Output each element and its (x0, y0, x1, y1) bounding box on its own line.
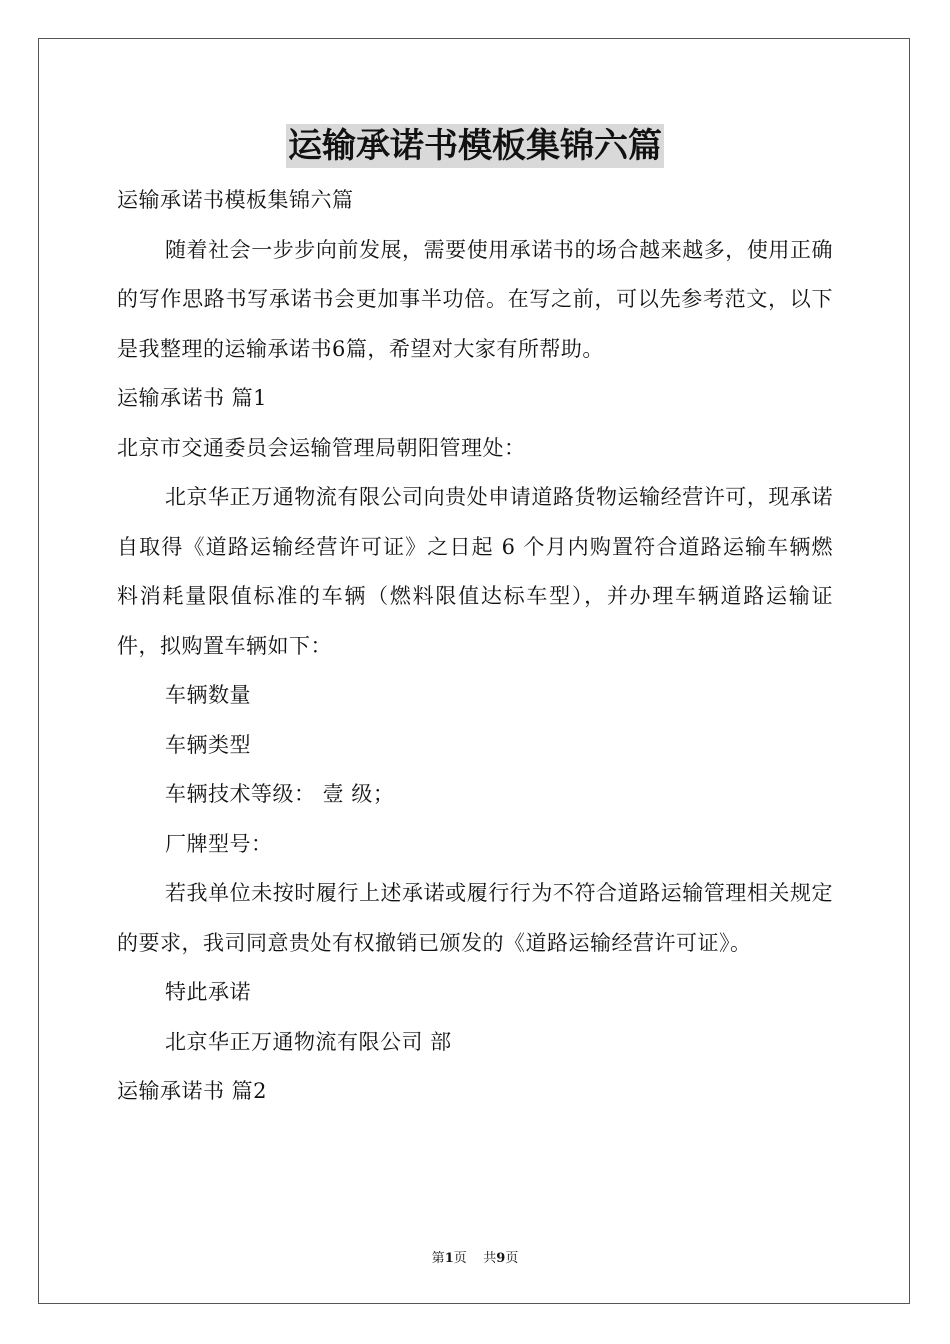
section1-body: 北京华正万通物流有限公司向贵处申请道路货物运输经营许可，现承诺自取得《道路运输经营许可证》之日起 6 个月内购置符合道路运输车辆燃料消耗量限值标准的车辆（燃料限值达标车型），并办理车辆道路运输证件，拟购置车辆如下： (117, 485, 833, 658)
vehicle-quantity-item: 车辆数量 (165, 683, 251, 707)
commitment-paragraph: 若我单位未按时履行上述承诺或履行行为不符合道路运输管理相关规定的要求，我司同意贵处有权撤销已颁发的《道路运输经营许可证》。 (117, 881, 833, 955)
page-footer (0, 1247, 950, 1266)
section-heading-2: 运输承诺书 篇2 (117, 1079, 268, 1103)
section-heading-1: 运输承诺书 篇1 (117, 386, 268, 410)
addressee: 北京市交通委员会运输管理局朝阳管理处： (117, 435, 526, 460)
closing-line: 特此承诺 (165, 980, 251, 1004)
brand-model-item: 厂牌型号： (165, 831, 273, 856)
vehicle-grade-item: 车辆技术等级： 壹 级； (165, 782, 395, 806)
page-number: 1 (444, 1251, 454, 1266)
document-title: 运输承诺书模板集锦六篇 (288, 126, 662, 166)
document-body (117, 176, 833, 1117)
total-pages: 9 (496, 1251, 506, 1266)
footer-prefix: 第 (431, 1251, 445, 1266)
intro-paragraph: 随着社会一步步向前发展，需要使用承诺书的场合越来越多，使用正确的写作思路书写承诺书会更加事半功倍。在写之前，可以先参考范文，以下是我整理的运输承诺书6篇，希望对大家有所帮助。 (117, 237, 833, 361)
title-block (0, 124, 950, 168)
document-subtitle: 运输承诺书模板集锦六篇 (117, 188, 354, 212)
vehicle-type-item: 车辆类型 (165, 732, 251, 757)
footer-mid: 页 共 (453, 1251, 497, 1266)
signature-line: 北京华正万通物流有限公司 部 (165, 1029, 452, 1054)
footer-suffix: 页 (505, 1251, 519, 1266)
